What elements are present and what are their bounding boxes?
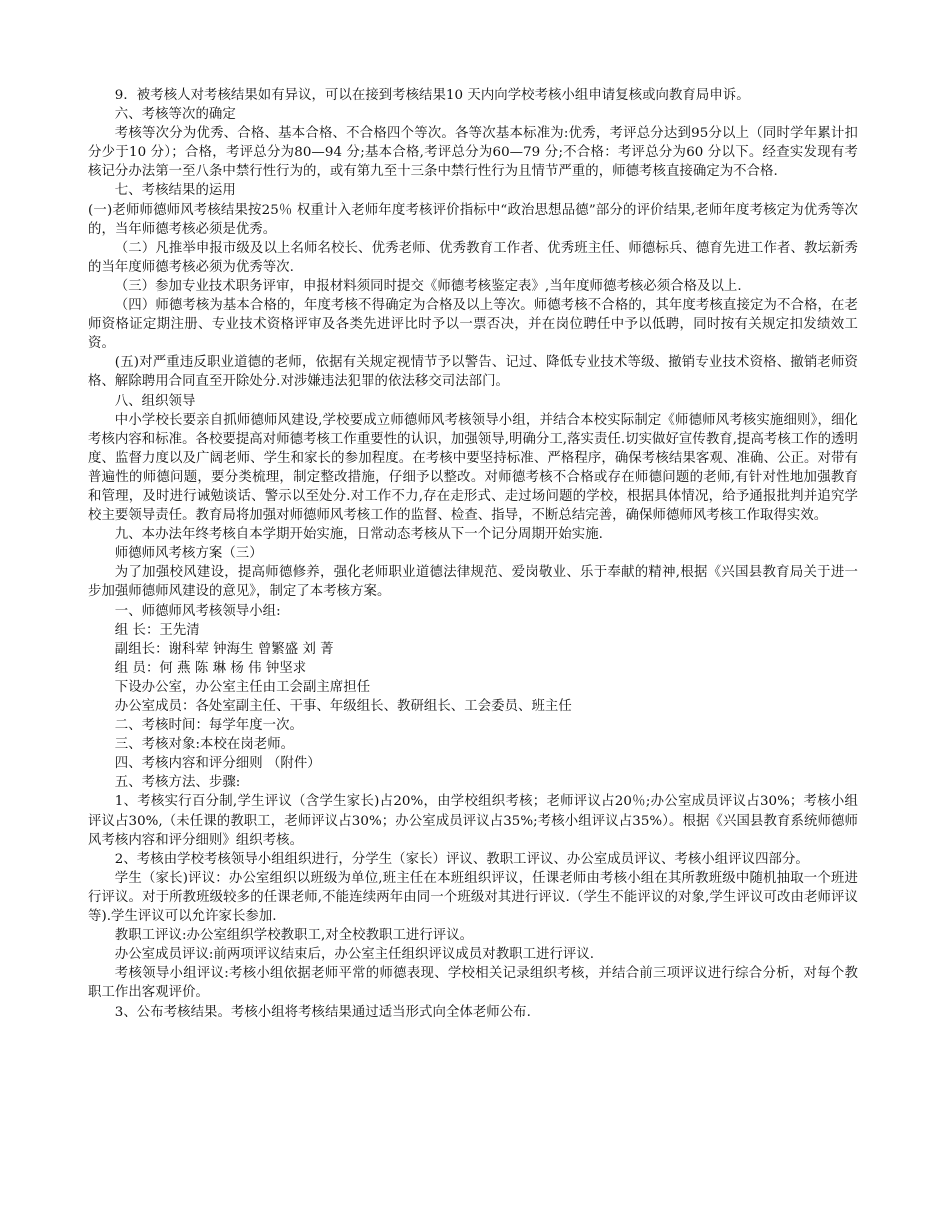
paragraph: (五)对严重违反职业道德的老师，依据有关规定视情节予以警告、记过、降低专业技术等级、撤销专业技术资格、撤销老师资格、解除聘用合同直至开除处分.对涉嫌违法犯罪的依法移交司法部门。 xyxy=(88,355,858,390)
paragraph: （四）师德考核为基本合格的，年度考核不得确定为合格及以上等次。师德考核不合格的，其年度考核直接定为不合格，在老师资格证定期注册、专业技术资格评审及各类先进评比时予以一票否决，并在岗位聘任中予以低聘，同时按有关规定扣发绩效工资。 xyxy=(88,298,858,352)
document-subtitle: 师德师风考核方案（三） xyxy=(114,546,263,562)
paragraph: 2、考核由学校考核领导小组组织进行，分学生（家长）评议、教职工评议、办公室成员评议、考核小组评议四部分。 xyxy=(114,851,809,867)
paragraph: 下设办公室，办公室主任由工会副主席担任 xyxy=(114,679,371,695)
paragraph: 组 长：王先清 xyxy=(114,622,200,638)
paragraph: 考核领导小组评议:考核小组依据老师平常的师德表现、学校相关记录组织考核，并结合前三项评议进行综合分析，对每个教职工作出客观评价。 xyxy=(88,966,858,1001)
section-heading: 八、组织领导 xyxy=(114,393,196,409)
paragraph: 中小学校长要亲自抓师德师风建设,学校要成立师德师风考核领导小组，并结合本校实际制定《师德师风考核实施细则》，细化考核内容和标准。各校要提高对师德考核工作重要性的认识，加强领导,明确分工,落实责任.切实做好宣传教育,提高考核工作的透明度、监督力度以及广阔老师、学生和家长的参加程度。在考核中要坚持标准、严格程序，确保考核结果客观、准确、公正。对带有普遍性的师德问题，要分类梳理，制定整改措施，仔细予以整改。对师德考核不合格或存在师德问题的老师,有针对性地加强教育和管理，及时进行诫勉谈话、警示以至处分.对工作不力,存在走形式、走过场问题的学校，根据具体情况，给予通报批判并追究学校主要领导责任。教育局将加强对师德师风考核工作的监督、检查、指导，不断总结完善，确保师德师风考核工作取得实效。 xyxy=(88,412,858,524)
section-heading: 二、考核时间：每学年度一次。 xyxy=(114,718,303,734)
paragraph: (一)老师师德师风考核结果按25％ 权重计入老师年度考核评价指标中“政治思想品德”部分的评价结果,老师年度考核定为优秀等次的，当年师德考核必须是优秀。 xyxy=(88,202,858,237)
document-page xyxy=(88,86,858,1022)
section-heading: 五、考核方法、步骤: xyxy=(114,775,241,791)
paragraph: 九、本办法年终考核自本学期开始实施，日常动态考核从下一个记分周期开始实施. xyxy=(114,527,603,543)
paragraph: 为了加强校风建设，提高师德修养，强化老师职业道德法律规范、爱岗敬业、乐于奉献的精神,根据《兴国县教育局关于进一步加强师德师风建设的意见》，制定了本考核方案。 xyxy=(88,565,858,600)
section-heading: 一、师德师风考核领导小组: xyxy=(114,603,281,619)
paragraph: 1、考核实行百分制,学生评议（含学生家长)占20%，由学校组织考核；老师评议占20％;办公室成员评议占30%；考核小组评议占30%,（未任课的教职工，老师评议占30%；办公室成员评议占35%;考核小组评议占35%）。根据《兴国县教育系统师德师风考核内容和评分细则》组织考核。 xyxy=(88,794,858,848)
paragraph: 考核等次分为优秀、合格、基本合格、不合格四个等次。各等次基本标准为:优秀，考评总分达到95分以上（同时学年累计扣分少于10 分）；合格，考评总分为80—94 分;基本合格,考评总分为60—79 分;不合格：考评总分为60 分以下。经查实发现有考核记分办法第一至八条中禁行性行为的，或有第九至十三条中禁行性行为且情节严重的，师德考核直接确定为不合格. xyxy=(88,126,858,180)
paragraph: 组 员：何 燕 陈 琳 杨 伟 钟坚求 xyxy=(114,660,307,676)
paragraph: 学生（家长)评议：办公室组织以班级为单位,班主任在本班组织评议，任课老师由考核小组在其所教班级中随机抽取一个班进行评议。对于所教班级较多的任课老师,不能连续两年由同一个班级对其进行评议.（学生不能评议的对象,学生评议可改由老师评议等).学生评议可以允许家长参加. xyxy=(88,870,858,925)
paragraph: （三）参加专业技术职务评审，申报材料须同时提交《师德考核鉴定表》,当年度师德考核必须合格及以上. xyxy=(114,278,742,294)
paragraph: 9．被考核人对考核结果如有异议，可以在接到考核结果10 天内向学校考核小组申请复核或向教育局申诉。 xyxy=(114,88,750,103)
paragraph: 3、公布考核结果。考核小组将考核结果通过适当形式向全体老师公布. xyxy=(114,1004,531,1020)
paragraph: （二）凡推举申报市级及以上名师名校长、优秀老师、优秀教育工作者、优秀班主任、师德标兵、德育先进工作者、教坛新秀的当年度师德考核必须为优秀等次. xyxy=(88,240,858,275)
paragraph: 副组长：谢科荤 钟海生 曾繁盛 刘 菁 xyxy=(114,641,334,657)
paragraph: 办公室成员评议:前两项评议结束后，办公室主任组织评议成员对教职工进行评议. xyxy=(114,947,595,963)
section-heading: 六、考核等次的确定 xyxy=(114,107,236,123)
section-heading: 七、考核结果的运用 xyxy=(114,183,236,199)
section-heading: 四、考核内容和评分细则 （附件） xyxy=(114,756,321,772)
paragraph: 办公室成员：各处室副主任、干事、年级组长、教研组长、工会委员、班主任 xyxy=(114,699,572,714)
paragraph: 教职工评议:办公室组织学校教职工,对全校教职工进行评议。 xyxy=(114,928,474,944)
section-heading: 三、考核对象:本校在岗老师。 xyxy=(114,737,295,753)
